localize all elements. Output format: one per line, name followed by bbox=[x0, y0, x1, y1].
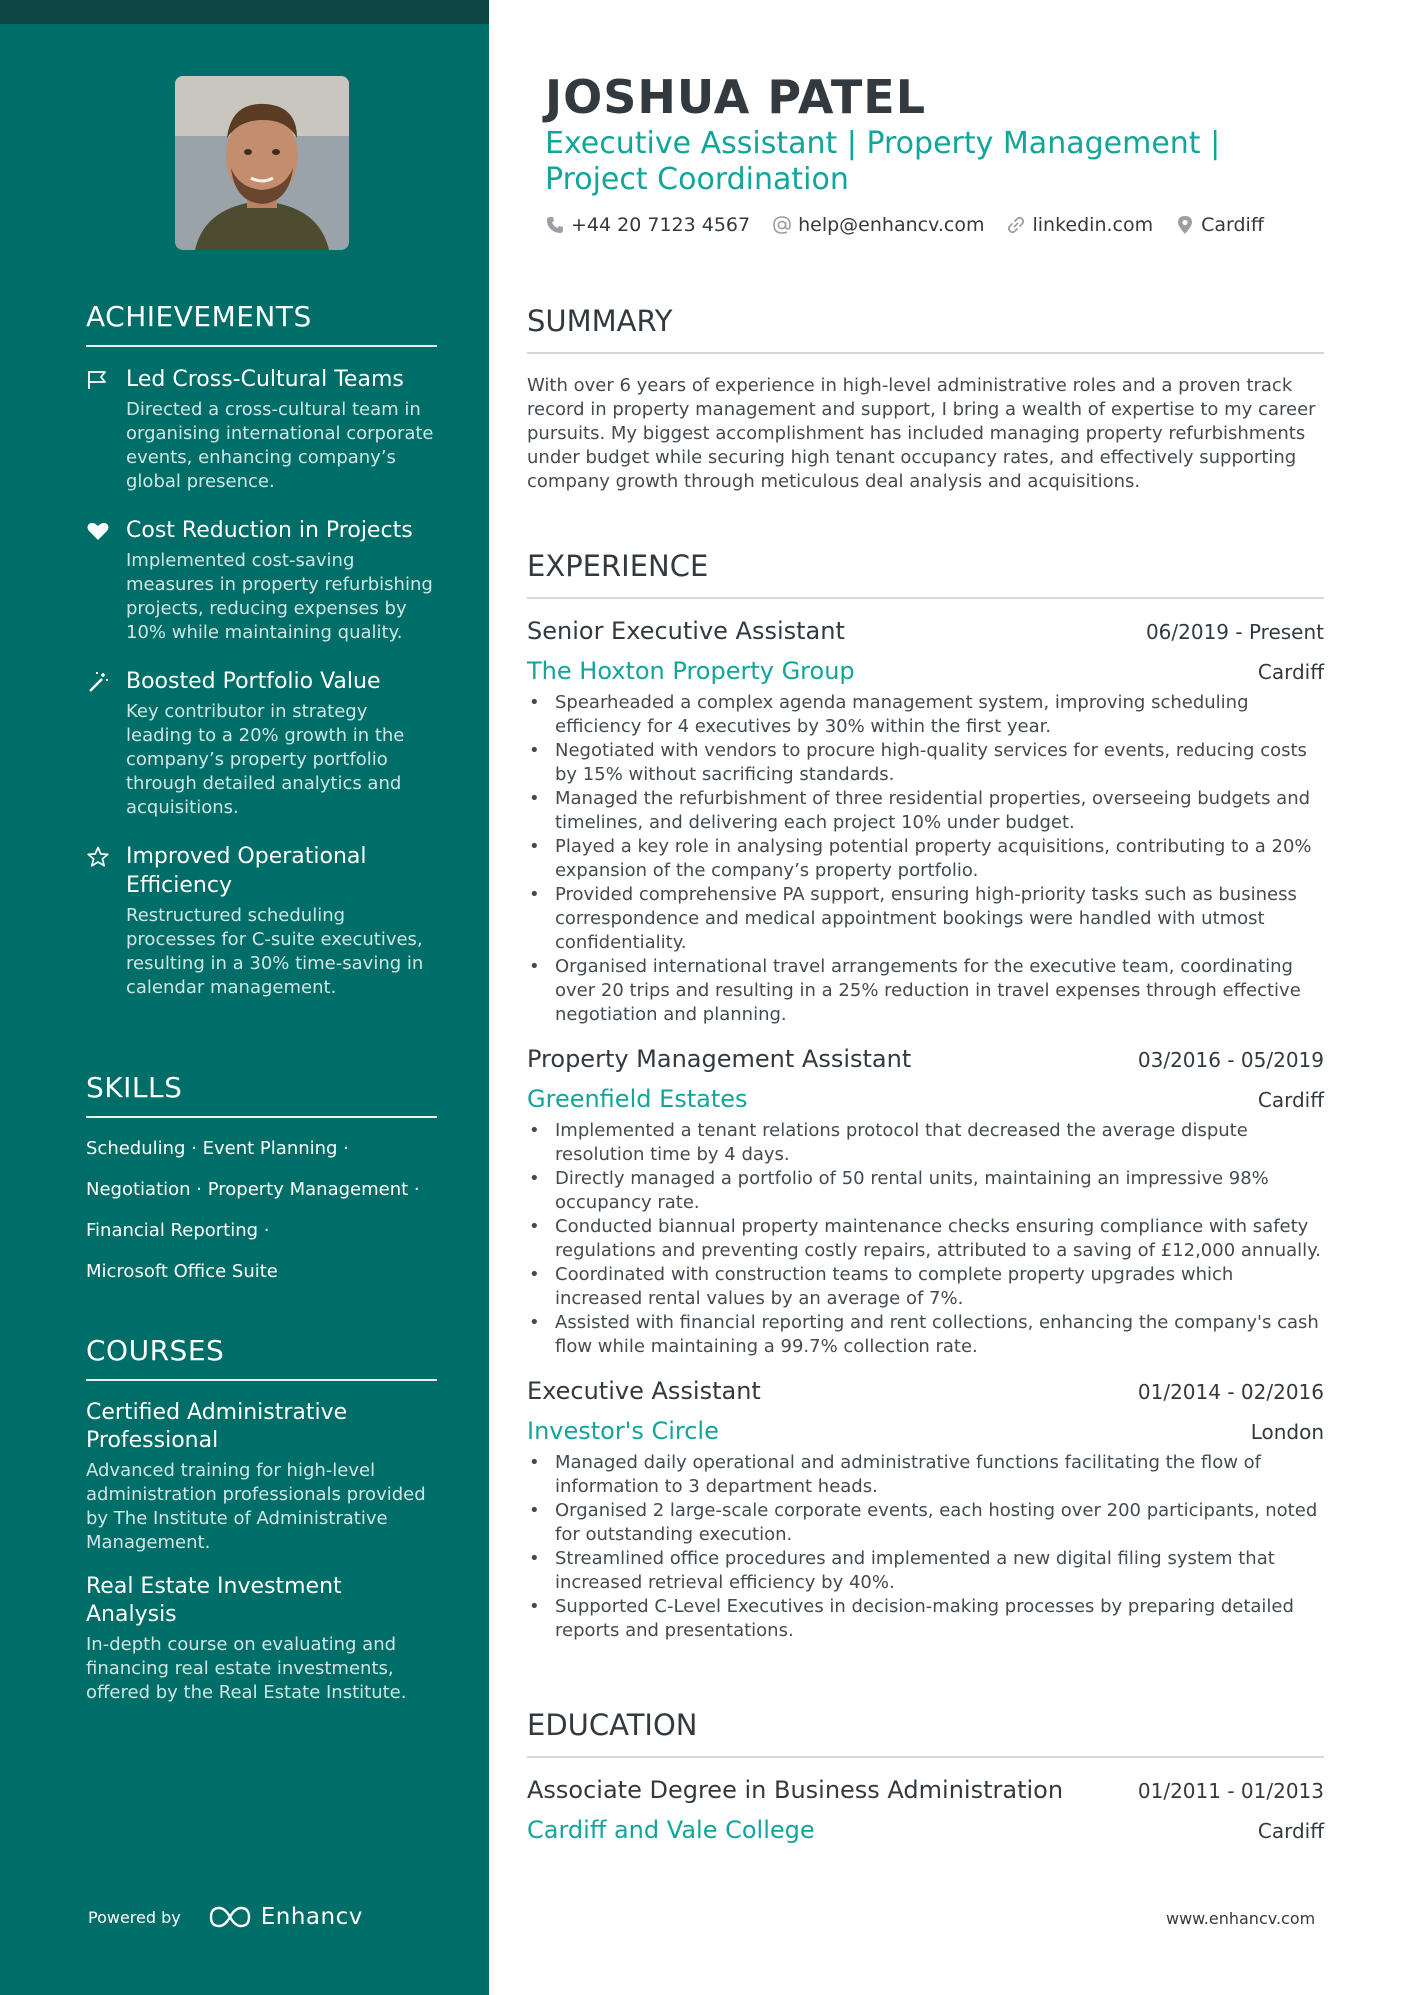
achievement-desc: Directed a cross-cultural team in organising international corporate events, enhancing company’s global presence. bbox=[126, 399, 434, 492]
bullet-item: • Supported C-Level Executives in decision-making processes by preparing detailed reports and presentations. bbox=[527, 1595, 1324, 1643]
avatar bbox=[175, 76, 349, 250]
star-icon bbox=[86, 846, 112, 868]
course-title: Real Estate Investment Analysis bbox=[86, 1574, 342, 1627]
avatar-illustration bbox=[175, 76, 349, 250]
education-dates: 01/2011 - 01/2013 bbox=[1137, 1779, 1324, 1803]
bullet-item: • Implemented a tenant relations protocol that decreased the average dispute resolution time by 4 days. bbox=[527, 1119, 1324, 1167]
bullet-item: • Conducted biannual property maintenance checks ensuring compliance with safety regulations and preventing costly repairs, attributed to a saving of £12,000 annually. bbox=[527, 1215, 1324, 1263]
email-text: help@enhancv.com bbox=[798, 214, 985, 236]
job-company: Investor's Circle bbox=[527, 1417, 719, 1445]
job-location: Cardiff bbox=[1257, 1088, 1324, 1112]
brand-name[interactable]: Enhancv bbox=[260, 1904, 363, 1930]
course-desc: In-depth course on evaluating and financing real estate investments, offered by the Real Estate Institute. bbox=[86, 1634, 407, 1703]
job-dates: 01/2014 - 02/2016 bbox=[1137, 1380, 1324, 1404]
achievement-item bbox=[86, 516, 437, 645]
phone-text: +44 20 7123 4567 bbox=[571, 214, 751, 236]
summary-section bbox=[527, 304, 1324, 494]
degree-title: Associate Degree in Business Administration bbox=[527, 1776, 1064, 1804]
job-entry bbox=[527, 1377, 1324, 1643]
linkedin-text: linkedin.com bbox=[1032, 214, 1154, 236]
magic-wand-icon bbox=[86, 671, 112, 693]
job-bullets bbox=[527, 691, 1324, 1027]
bullet-item: • Spearheaded a complex agenda management system, improving scheduling efficiency for 4 executives by 30% within the first year. bbox=[527, 691, 1324, 739]
achievement-item bbox=[86, 667, 437, 820]
sidebar bbox=[0, 0, 489, 1995]
experience-title: EXPERIENCE bbox=[527, 549, 1324, 599]
job-location: Cardiff bbox=[1257, 660, 1324, 684]
phone-icon bbox=[545, 215, 565, 235]
location-text: Cardiff bbox=[1201, 214, 1264, 236]
headline: Executive Assistant | Property Management | Project Coordination bbox=[545, 126, 1221, 197]
education-entry bbox=[527, 1776, 1324, 1844]
achievement-item bbox=[86, 842, 437, 1000]
contact-bar bbox=[545, 214, 1286, 236]
bullet-item: • Provided comprehensive PA support, ensuring high-priority tasks such as business correspondence and medical appointment bookings were handled with utmost confidentiality. bbox=[527, 883, 1324, 955]
job-title: Executive Assistant bbox=[527, 1377, 761, 1405]
job-entry bbox=[527, 617, 1324, 1027]
job-dates: 03/2016 - 05/2019 bbox=[1137, 1048, 1324, 1072]
achievement-title: Cost Reduction in Projects bbox=[126, 518, 413, 543]
bullet-item: • Organised 2 large-scale corporate events, each hosting over 200 participants, noted for outstanding execution. bbox=[527, 1499, 1324, 1547]
courses-section bbox=[86, 1334, 437, 1705]
achievement-desc: Restructured scheduling processes for C-suite executives, resulting in a 30% time-saving in calendar management. bbox=[126, 905, 424, 998]
skills-section bbox=[86, 1071, 437, 1292]
bullet-item: • Coordinated with construction teams to complete property upgrades which increased rental values by an average of 7%. bbox=[527, 1263, 1324, 1311]
contact-linkedin[interactable] bbox=[1006, 214, 1153, 236]
job-bullets bbox=[527, 1119, 1324, 1359]
experience-section bbox=[527, 549, 1324, 1643]
contact-email[interactable] bbox=[772, 214, 984, 236]
bullet-item: • Streamlined office procedures and implemented a new digital filing system that increased retrieval efficiency by 40%. bbox=[527, 1547, 1324, 1595]
school-location: Cardiff bbox=[1257, 1819, 1324, 1843]
course-item bbox=[86, 1399, 437, 1555]
powered-by-text: Powered by bbox=[88, 1907, 181, 1927]
at-icon bbox=[772, 215, 792, 235]
summary-title: SUMMARY bbox=[527, 304, 1324, 354]
flag-icon bbox=[86, 369, 112, 391]
contact-location bbox=[1175, 214, 1264, 236]
job-dates: 06/2019 - Present bbox=[1145, 620, 1324, 644]
achievement-desc: Implemented cost-saving measures in property refurbishing projects, reducing expenses by 10% while maintaining quality. bbox=[126, 550, 433, 643]
enhancv-logo-icon[interactable] bbox=[207, 1904, 253, 1930]
course-item bbox=[86, 1573, 437, 1705]
job-company: Greenfield Estates bbox=[527, 1085, 748, 1113]
powered-by bbox=[88, 1904, 363, 1930]
location-pin-icon bbox=[1175, 215, 1195, 235]
course-title: Certified Administrative Professional bbox=[86, 1400, 348, 1453]
achievements-title: ACHIEVEMENTS bbox=[86, 300, 437, 347]
job-title: Property Management Assistant bbox=[527, 1045, 912, 1073]
achievements-section bbox=[86, 300, 437, 1022]
skills-list bbox=[86, 1128, 437, 1292]
link-icon bbox=[1006, 215, 1026, 235]
footer-url[interactable]: www.enhancv.com bbox=[1166, 1909, 1316, 1928]
achievement-title: Boosted Portfolio Value bbox=[126, 669, 381, 694]
contact-phone[interactable] bbox=[545, 214, 750, 236]
skill-line: Microsoft Office Suite bbox=[86, 1261, 278, 1282]
courses-title: COURSES bbox=[86, 1334, 437, 1381]
school-name: Cardiff and Vale College bbox=[527, 1816, 815, 1844]
job-title: Senior Executive Assistant bbox=[527, 617, 845, 645]
job-company: The Hoxton Property Group bbox=[527, 657, 855, 685]
skill-line: Scheduling · Event Planning · bbox=[86, 1138, 349, 1159]
education-title: EDUCATION bbox=[527, 1708, 1324, 1758]
achievement-title: Improved Operational Efficiency bbox=[126, 844, 367, 898]
bullet-item: • Directly managed a portfolio of 50 rental units, maintaining an impressive 98% occupancy rate. bbox=[527, 1167, 1324, 1215]
achievement-title: Led Cross-Cultural Teams bbox=[126, 367, 404, 392]
skill-line: Negotiation · Property Management · bbox=[86, 1179, 420, 1200]
achievement-desc: Key contributor in strategy leading to a 20% growth in the company’s property portfolio through detailed analytics and acquisitions. bbox=[126, 701, 405, 818]
bullet-item: • Organised international travel arrangements for the executive team, coordinating over 20 trips and resulting in a 25% reduction in travel expenses through effective negotiation and planning. bbox=[527, 955, 1324, 1027]
achievements-list bbox=[86, 365, 437, 1000]
summary-text: With over 6 years of experience in high-level administrative roles and a proven track record in property management and support, I bring a wealth of expertise to my career pursuits. My biggest accomplishment has included managing property refurbishments under budget while securing high tenant occupancy rates, and effectively supporting company growth through meticulous deal analysis and acquisitions. bbox=[527, 375, 1316, 492]
skills-title: SKILLS bbox=[86, 1071, 437, 1118]
bullet-item: • Managed the refurbishment of three residential properties, overseeing budgets and timelines, and delivering each project 10% under budget. bbox=[527, 787, 1324, 835]
bullet-item: • Managed daily operational and administrative functions facilitating the flow of information to 3 department heads. bbox=[527, 1451, 1324, 1499]
heart-icon bbox=[86, 520, 112, 542]
job-location: London bbox=[1250, 1420, 1324, 1444]
bullet-item: • Negotiated with vendors to procure high-quality services for events, reducing costs by 15% without sacrificing standards. bbox=[527, 739, 1324, 787]
bullet-item: • Played a key role in analysing potential property acquisitions, contributing to a 20% expansion of the company’s property portfolio. bbox=[527, 835, 1324, 883]
candidate-name: JOSHUA PATEL bbox=[545, 70, 927, 124]
skill-line: Financial Reporting · bbox=[86, 1220, 270, 1241]
bullet-item: • Assisted with financial reporting and rent collections, enhancing the company's cash flow while maintaining a 99.7% collection rate. bbox=[527, 1311, 1324, 1359]
education-section bbox=[527, 1708, 1324, 1844]
course-desc: Advanced training for high-level administration professionals provided by The Institute of Administrative Management. bbox=[86, 1460, 426, 1553]
sidebar-top-band bbox=[0, 0, 489, 24]
job-bullets bbox=[527, 1451, 1324, 1643]
job-entry bbox=[527, 1045, 1324, 1359]
achievement-item bbox=[86, 365, 437, 494]
